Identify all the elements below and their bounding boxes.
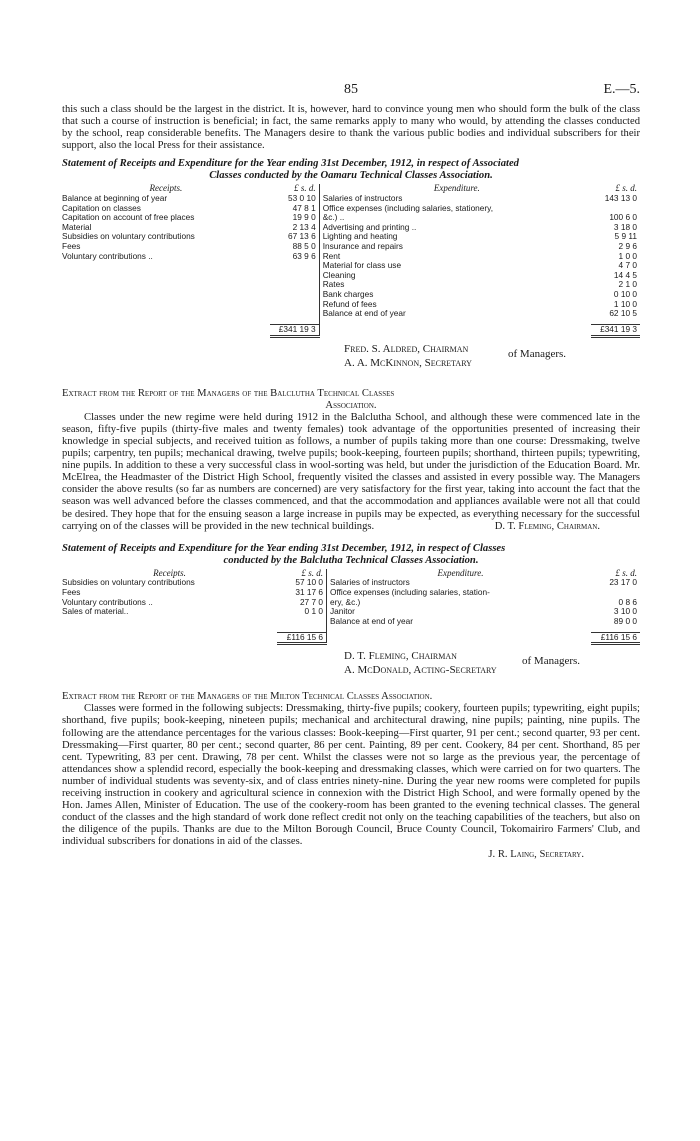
oamaru-receipt-amount: 53 0 10 xyxy=(288,192,316,203)
oamaru-receipt-label: Material xyxy=(62,221,92,232)
oamaru-expenditure-amount: 62 10 5 xyxy=(609,308,637,319)
oamaru-receipt-label: Fees xyxy=(62,240,81,251)
balclutha-extract xyxy=(62,388,640,533)
balclutha-receipt-label: Voluntary contributions .. xyxy=(62,596,153,607)
balclutha-receipt-label: Sales of material.. xyxy=(62,606,129,617)
balclutha-receipt-amount xyxy=(277,617,327,627)
balclutha-totals-spacer xyxy=(62,632,277,644)
balclutha-expenditure-amount: 23 17 0 xyxy=(609,577,637,588)
balclutha-expenditure-label: ery, &c.) xyxy=(327,598,591,608)
oamaru-table-row xyxy=(62,271,640,281)
oamaru-receipt-label: Voluntary contributions .. xyxy=(62,250,153,261)
oamaru-expenditure-label: Rent xyxy=(319,252,591,262)
oamaru-expenditure-amount: 2 9 6 xyxy=(618,240,637,251)
oamaru-expenditure-amount: 4 7 0 xyxy=(618,260,637,271)
balclutha-expenditure-amount: 89 0 0 xyxy=(613,615,637,626)
oamaru-expenditure-amount: 5 9 11 xyxy=(614,231,637,242)
oamaru-receipt-amount xyxy=(270,261,320,271)
oamaru-expenditure-amount: 3 18 0 xyxy=(613,221,637,232)
oamaru-receipt-amount xyxy=(270,309,320,319)
oamaru-expenditure-label: Refund of fees xyxy=(319,300,591,310)
oamaru-receipt-amount: 19 9 0 xyxy=(292,212,316,223)
oamaru-receipt-amount: 63 9 6 xyxy=(292,250,316,261)
oamaru-receipt-amount: 67 13 6 xyxy=(288,231,316,242)
oamaru-receipt-amount xyxy=(270,290,320,300)
balclutha-expenditure-label: Salaries of instructors xyxy=(327,578,591,588)
oamaru-receipt-label xyxy=(62,280,270,290)
oamaru-receipt-label: Capitation on classes xyxy=(62,202,141,213)
balclutha-expenditure-lsd: £ s. d. xyxy=(615,567,637,578)
oamaru-receipt-label: Capitation on account of free places xyxy=(62,212,195,223)
balclutha-expenditure-label: Janitor xyxy=(327,607,591,617)
oamaru-total-expenditure: £341 19 3 xyxy=(591,325,640,337)
intro-paragraph: this such a class should be the largest in the district. It is, however, hard to convince young men who should form the bulk of the class that such a course of instruction is beneficial; in fact, the same remarks apply to many who would, by attending the classes conducted by the school, reap considerable benefits. The Managers desire to thank the various public bodies and individual subscribers for their support, also the local Press for their assistance. xyxy=(62,104,640,152)
oamaru-expenditure-amount: 100 6 0 xyxy=(609,212,637,223)
oamaru-expenditure-label: Cleaning xyxy=(319,271,591,281)
page-number: 85 xyxy=(344,82,358,97)
balclutha-extract-signature: D. T. Fleming, Chairman. xyxy=(494,520,600,532)
oamaru-totals-spacer xyxy=(62,325,270,337)
balclutha-extract-heading2: Association. xyxy=(325,399,377,411)
balclutha-receipt-label xyxy=(62,617,277,627)
balclutha-total-expenditure: £116 15 6 xyxy=(591,632,640,644)
balclutha-extract-body: Classes under the new regime were held during 1912 in the Balclutha School, and although these were commenced late in the season, fifty-five pupils (thirty-five males and twenty females) took advantage of the opportunities presented of increasing their knowledge in special subjects, and received tuition as follows, a number of pupils taking more than one course: Dressmaking, twelve pupils; carpentry, ten pupils; mechanical drawing, twelve pupils; book-keeping, fourteen pupils; shorthand, thirteen pupils; typewriting, nine pupils. In addition to these a very successful class in wool-sorting was held, but under the jurisdiction of the Education Board. Mr. McElrea, the Headmaster of the District High School, frequently visited the classes and assisted in every possible way. The Managers consider the above results (so far as numbers are concerned) are very satisfactory for the first year, taking into account the fact that the season was well advanced before the classes commenced, and that the accommodation and appliances available were not all that could be desired. They hope that for the ensuing season a large increase in pupils may be expected, as everything necessary for the successful carrying on of the classes will be provided in the new technical buildings. D. T. Fleming, Chairman. xyxy=(62,411,640,532)
balclutha-receipt-amount: 0 1 0 xyxy=(304,606,324,617)
oamaru-expenditure-label: Material for class use xyxy=(319,261,591,271)
balclutha-receipt-label: Fees xyxy=(62,586,81,597)
oamaru-expenditure-label: Advertising and printing .. xyxy=(319,223,591,233)
oamaru-expenditure-lsd: £ s. d. xyxy=(615,183,637,194)
milton-extract-body: Classes were formed in the following subjects: Dressmaking, thirty-five pupils; cookery, fourteen pupils; typewriting, eight pupils; shorthand, five pupils; book-keeping, nineteen pupils; mechanical and architectural drawing, nine pupils; painting, nine pupils. The following are the attendance percentages for the various classes: Book-keeping—First quarter, 91 per cent.; second quarter, 93 per cent. Dressmaking—First quarter, 80 per cent.; second quarter, 86 per cent. Painting, 89 per cent. Cookery, 84 per cent. Shorthand, 85 per cent. Typewriting, 83 per cent. Drawing, 78 per cent. Whilst the classes were not so large as the previous year, the percentage of attendances show a splendid record, especially the book-keeping and dressmaking classes, which were carried on for two quarters. The number of individual students was seventy-six, and of class entries ninety-nine. During the year new rooms were completed for pupils receiving instruction in cookery and agricultural science in connexion with the District High School, and were formally opened by the Hon. James Allen, Minister of Education. The use of the cookery-room has been granted to the evening technical classes. The general conduct of the classes and the high standard of work done reflect credit not only on the teaching capabilities of the teachers, but also on the diligence of the pupils. Thanks are due to the Milton Borough Council, Bruce County Council, Tokomairiro Farmers' Club, and individual subscribers for donations in aid of the classes. xyxy=(62,703,640,848)
balclutha-totals-row xyxy=(62,632,640,644)
balclutha-receipts-lsd: £ s. d. xyxy=(301,567,324,578)
balclutha-expenditure-amount: 3 10 0 xyxy=(613,606,637,617)
oamaru-expenditure-label: &c.) .. xyxy=(319,213,591,223)
balclutha-chairman: D. T. Fleming, Chairman xyxy=(344,650,457,663)
oamaru-managers: of Managers. xyxy=(508,347,567,360)
oamaru-receipt-label: Balance at beginning of year xyxy=(62,192,168,203)
balclutha-totals-spacer2 xyxy=(327,632,591,644)
balclutha-title-line2: conducted by the Balclutha Technical Classes Association. xyxy=(223,554,479,566)
oamaru-expenditure-amount: 1 10 0 xyxy=(613,298,637,309)
milton-extract-signature: J. R. Laing, Secretary. xyxy=(488,848,584,860)
oamaru-expenditure-label: Bank charges xyxy=(319,290,591,300)
oamaru-receipt-label: Subsidies on voluntary contributions xyxy=(62,231,195,242)
oamaru-expenditure-label: Office expenses (including salaries, stationery, xyxy=(319,204,591,214)
balclutha-expenditure-label: Balance at end of year xyxy=(327,617,591,627)
balclutha-receipts-head: Receipts. xyxy=(153,567,186,578)
oamaru-totals-row xyxy=(62,325,640,337)
oamaru-receipt-amount xyxy=(270,300,320,310)
balclutha-statement-title xyxy=(62,543,640,567)
balclutha-table-row xyxy=(62,617,640,627)
oamaru-expenditure-label: Insurance and repairs xyxy=(319,242,591,252)
oamaru-receipt-amount: 88 5 0 xyxy=(292,240,316,251)
oamaru-statement-title xyxy=(62,158,640,182)
page-reference: E.—5. xyxy=(603,82,640,97)
oamaru-title-line1: Statement of Receipts and Expenditure for the Year ending 31st December, 1912, in respect of Associated xyxy=(62,158,519,170)
balclutha-expenditure-amount: 0 8 6 xyxy=(618,596,637,607)
oamaru-accounts-table xyxy=(62,184,640,337)
oamaru-title-line2: Classes conducted by the Oamaru Technical Classes Association. xyxy=(209,170,493,182)
oamaru-expenditure-label: Balance at end of year xyxy=(319,309,591,319)
oamaru-receipt-label xyxy=(62,271,270,281)
oamaru-expenditure-label: Rates xyxy=(319,280,591,290)
balclutha-expenditure-head: Expenditure. xyxy=(327,569,591,579)
oamaru-expenditure-amount: 14 4 5 xyxy=(613,269,637,280)
balclutha-expenditure-label: Office expenses (including salaries, station- xyxy=(327,588,591,598)
oamaru-receipts-lsd: £ s. d. xyxy=(294,183,316,194)
oamaru-receipt-label xyxy=(62,300,270,310)
oamaru-receipt-amount: 2 13 4 xyxy=(292,221,316,232)
oamaru-receipt-label xyxy=(62,261,270,271)
oamaru-secretary: A. A. McKinnon, Secretary xyxy=(344,356,472,369)
oamaru-receipts-head: Receipts. xyxy=(149,183,183,194)
oamaru-expenditure-label: Lighting and heating xyxy=(319,232,591,242)
oamaru-expenditure-amount: 1 0 0 xyxy=(618,250,637,261)
balclutha-title-line1: Statement of Receipts and Expenditure for the Year ending 31st December, 1912, in respect of Classes xyxy=(62,542,506,554)
oamaru-expenditure-amount: 0 10 0 xyxy=(613,288,637,299)
document-page xyxy=(62,0,640,861)
balclutha-receipt-amount: 57 10 0 xyxy=(295,577,324,588)
oamaru-expenditure-label: Salaries of instructors xyxy=(319,194,591,204)
balclutha-accounts-table xyxy=(62,569,640,646)
oamaru-table-row xyxy=(62,309,640,319)
oamaru-chairman: Fred. S. Aldred, Chairman xyxy=(344,342,469,355)
oamaru-expenditure-amount: 143 13 0 xyxy=(604,192,637,203)
balclutha-managers: of Managers. xyxy=(522,655,581,668)
balclutha-receipt-amount: 27 7 0 xyxy=(299,596,324,607)
milton-extract xyxy=(62,691,640,860)
oamaru-expenditure-amount: 2 1 0 xyxy=(618,279,637,290)
balclutha-receipt-label: Subsidies on voluntary contributions xyxy=(62,577,195,588)
balclutha-total-receipts: £116 15 6 xyxy=(277,632,327,644)
oamaru-receipt-amount: 47 8 1 xyxy=(292,202,316,213)
balclutha-receipt-amount: 31 17 6 xyxy=(295,586,324,597)
oamaru-receipt-amount xyxy=(270,271,320,281)
oamaru-signatures xyxy=(62,338,640,374)
oamaru-receipt-label xyxy=(62,309,270,319)
oamaru-receipt-label xyxy=(62,290,270,300)
balclutha-secretary: A. McDonald, Acting-Secretary xyxy=(344,664,497,677)
oamaru-totals-spacer2 xyxy=(319,325,591,337)
oamaru-total-receipts: £341 19 3 xyxy=(270,325,320,337)
oamaru-expenditure-head: Expenditure. xyxy=(319,184,591,194)
milton-extract-heading: Extract from the Report of the Managers of the Milton Technical Classes Association. xyxy=(62,691,433,703)
balclutha-signatures xyxy=(62,645,640,681)
oamaru-receipt-amount xyxy=(270,280,320,290)
page-header xyxy=(62,0,640,104)
balclutha-extract-heading: Extract from the Report of the Managers of the Balclutha Technical Classes xyxy=(62,387,395,399)
